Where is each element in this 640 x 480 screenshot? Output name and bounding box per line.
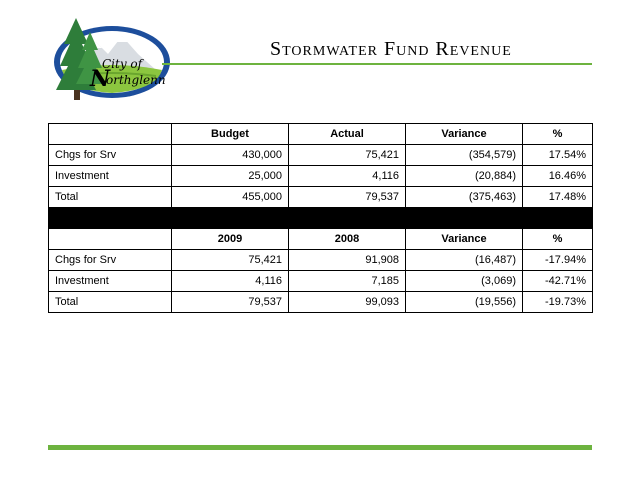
table1-header-variance: Variance <box>406 124 523 145</box>
row-label: Investment <box>49 271 172 292</box>
percent-cell: -17.94% <box>523 250 593 271</box>
variance-cell: (20,884) <box>406 166 523 187</box>
table1-header-percent: % <box>523 124 593 145</box>
table1-header-corner <box>49 124 172 145</box>
actual-cell: 75,421 <box>289 145 406 166</box>
logo-text-line1: City of <box>102 57 143 71</box>
variance-cell: (16,487) <box>406 250 523 271</box>
budget-cell: 455,000 <box>172 187 289 208</box>
table-row <box>49 250 593 271</box>
logo-initial: N <box>90 66 111 92</box>
table2-header-percent: % <box>523 229 593 250</box>
year2009-cell: 75,421 <box>172 250 289 271</box>
table-row <box>49 145 593 166</box>
percent-cell: 16.46% <box>523 166 593 187</box>
city-logo-graphic <box>46 14 174 106</box>
year2008-cell: 7,185 <box>289 271 406 292</box>
row-label: Investment <box>49 166 172 187</box>
table2-header-2009: 2009 <box>172 229 289 250</box>
table2-header-variance: Variance <box>406 229 523 250</box>
budget-cell: 25,000 <box>172 166 289 187</box>
row-label: Total <box>49 292 172 313</box>
year2008-cell: 91,908 <box>289 250 406 271</box>
year2009-cell: 79,537 <box>172 292 289 313</box>
table-row <box>49 187 593 208</box>
table-row <box>49 166 593 187</box>
percent-cell: 17.54% <box>523 145 593 166</box>
variance-cell: (3,069) <box>406 271 523 292</box>
percent-cell: -42.71% <box>523 271 593 292</box>
budget-cell: 430,000 <box>172 145 289 166</box>
revenue-table <box>48 123 593 313</box>
actual-cell: 79,537 <box>289 187 406 208</box>
table2-header-2008: 2008 <box>289 229 406 250</box>
row-label: Chgs for Srv <box>49 250 172 271</box>
title-rule <box>162 63 592 65</box>
variance-cell: (19,556) <box>406 292 523 313</box>
page-title: Stormwater Fund Revenue <box>270 38 512 60</box>
percent-cell: -19.73% <box>523 292 593 313</box>
percent-cell: 17.48% <box>523 187 593 208</box>
year2008-cell: 99,093 <box>289 292 406 313</box>
row-label: Chgs for Srv <box>49 145 172 166</box>
variance-cell: (354,579) <box>406 145 523 166</box>
year2009-cell: 4,116 <box>172 271 289 292</box>
table-row <box>49 292 593 313</box>
variance-cell: (375,463) <box>406 187 523 208</box>
separator-row <box>49 208 593 229</box>
separator-bar <box>49 208 593 229</box>
footer-rule <box>48 445 592 450</box>
table1-header-row <box>49 124 593 145</box>
city-logo <box>46 14 174 106</box>
actual-cell: 4,116 <box>289 166 406 187</box>
table2-header-row <box>49 229 593 250</box>
table1-header-budget: Budget <box>172 124 289 145</box>
row-label: Total <box>49 187 172 208</box>
table2-header-corner <box>49 229 172 250</box>
table-row <box>49 271 593 292</box>
logo-text-line2: orthglenn <box>106 73 166 87</box>
table1-header-actual: Actual <box>289 124 406 145</box>
